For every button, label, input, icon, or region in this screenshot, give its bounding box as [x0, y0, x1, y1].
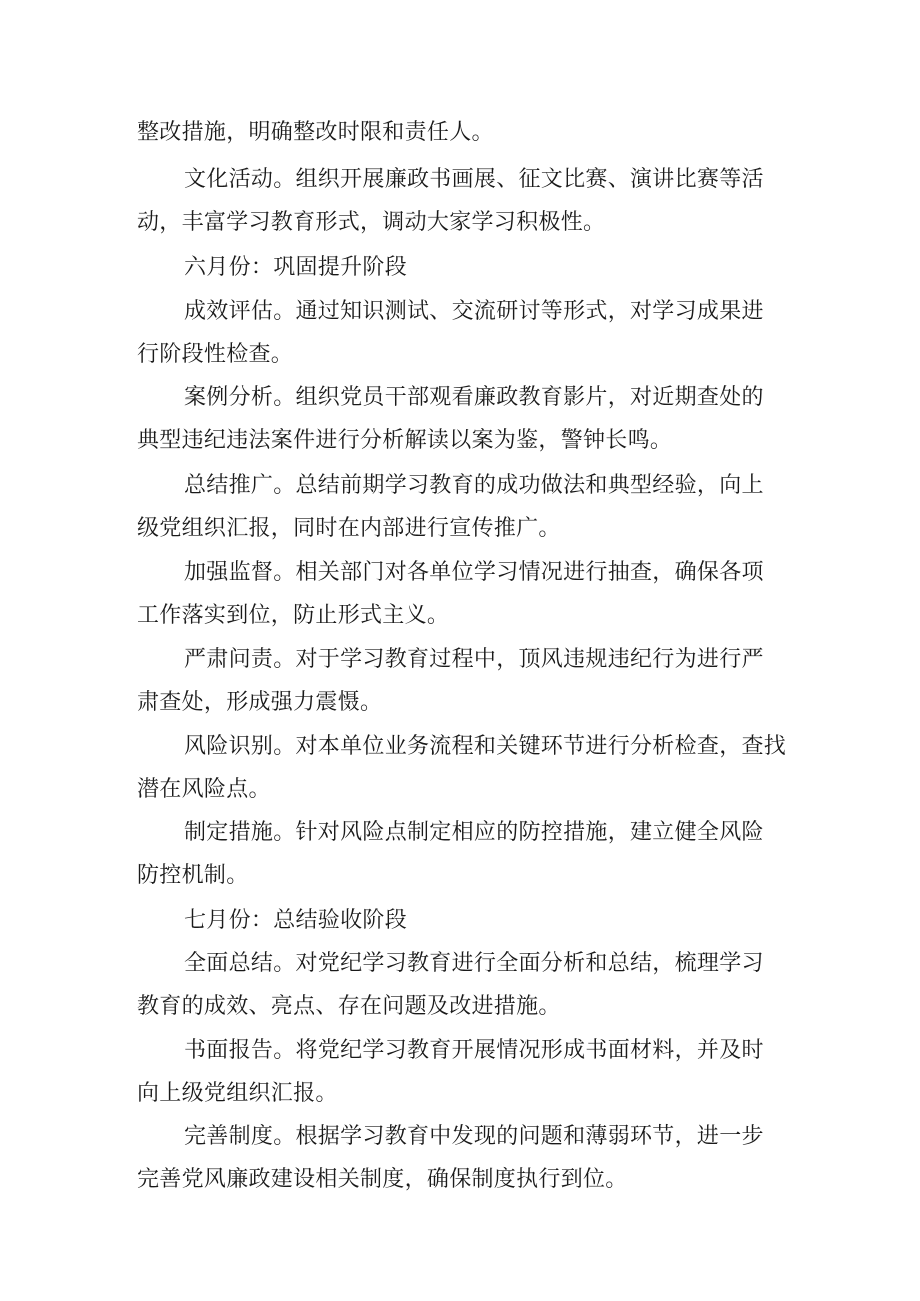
- paragraph-line: 级党组织汇报，同时在内部进行宣传推广。: [137, 516, 561, 541]
- paragraph-line: 总结推广。总结前期学习教育的成功做法和典型经验，向上: [184, 473, 764, 498]
- section-heading-text: 六月份：巩固提升阶段: [184, 255, 408, 280]
- paragraph-line: 加强监督。相关部门对各单位学习情况进行抽查，确保各项: [184, 560, 764, 585]
- paragraph-line: 严肃问责。对于学习教育过程中，顶风违规违纪行为进行严: [184, 647, 764, 672]
- paragraph-line: 向上级党组织汇报。: [137, 1081, 338, 1106]
- paragraph-line: 工作落实到位，防止形式主义。: [137, 603, 450, 628]
- paragraph-line: 行阶段性检查。: [137, 342, 294, 367]
- paragraph-line: 案例分析。组织党员干部观看廉政教育影片，对近期查处的: [184, 385, 764, 410]
- paragraph-line: 文化活动。组织开展廉政书画展、征文比赛、演讲比赛等活: [184, 167, 764, 192]
- paragraph-line: 书面报告。将党纪学习教育开展情况形成书面材料，并及时: [184, 1038, 764, 1063]
- paragraph-line: 完善党风廉政建设相关制度，确保制度执行到位。: [137, 1167, 628, 1192]
- paragraph-line: 完善制度。根据学习教育中发现的问题和薄弱环节，进一步: [184, 1124, 764, 1149]
- paragraph-line: 制定措施。针对风险点制定相应的防控措施，建立健全风险: [184, 820, 764, 845]
- section-heading-text: 七月份：总结验收阶段: [184, 908, 408, 933]
- paragraph-line: 整改措施，明确整改时限和责任人。: [137, 120, 494, 145]
- paragraph-line: 教育的成效、亮点、存在问题及改进措施。: [137, 994, 561, 1019]
- paragraph-line: 全面总结。对党纪学习教育进行全面分析和总结，梳理学习: [184, 951, 764, 976]
- paragraph-line: 防控机制。: [137, 863, 249, 888]
- paragraph-line: 肃查处，形成强力震慑。: [137, 690, 383, 715]
- paragraph-line: 潜在风险点。: [137, 777, 271, 802]
- paragraph-line: 风险识别。对本单位业务流程和关键环节进行分析检查，查找: [184, 734, 787, 759]
- paragraph-line: 典型违纪违法案件进行分析解读以案为鉴，警钟长鸣。: [137, 428, 673, 453]
- paragraph-line: 动，丰富学习教育形式，调动大家学习积极性。: [137, 210, 606, 235]
- paragraph-line: 成效评估。通过知识测试、交流研讨等形式，对学习成果进: [184, 299, 764, 324]
